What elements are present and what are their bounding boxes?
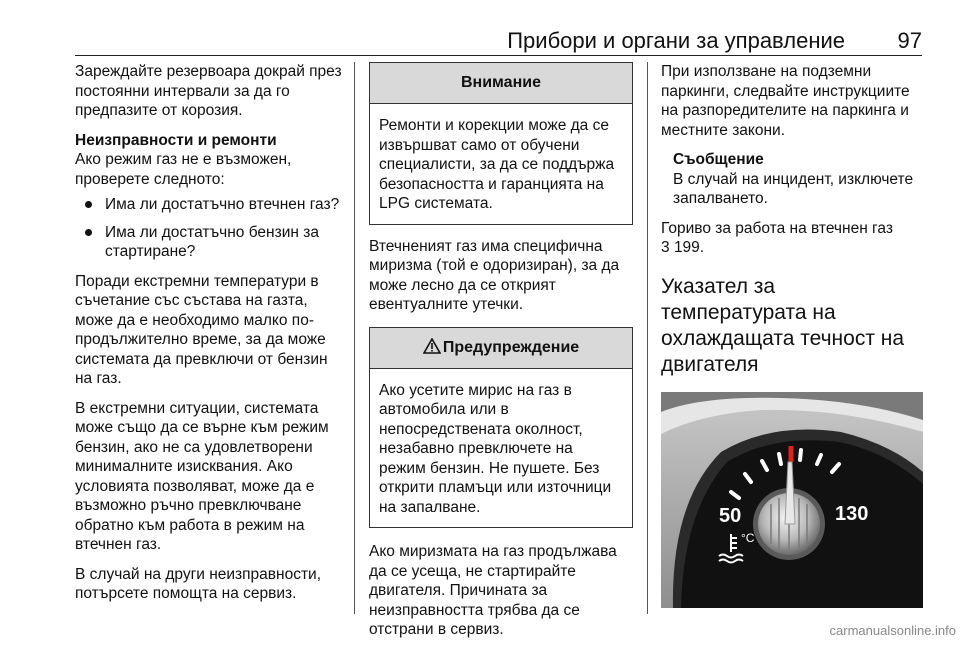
reference-arrow-icon: 3 — [661, 239, 670, 256]
gauge-high-label: 130 — [835, 502, 869, 525]
column-left — [75, 62, 347, 614]
column-divider — [647, 62, 648, 614]
note-text: В случай на инцидент, изключете запалването. — [673, 170, 914, 207]
paragraph: В екстремни ситуации, системата може също да се върне към режим бензин, ако не са удовлетворени минималните изисквания. Ако условията позволяват, може да е възможно ръчно превключване обратно към работа в режим на втечнен газ. — [75, 399, 329, 553]
column-right — [661, 62, 923, 608]
page-number: 97 — [897, 28, 922, 53]
watermark-text: carmanualsonline.info — [829, 623, 956, 638]
column-divider — [354, 62, 355, 614]
reference-page: 199. — [673, 239, 705, 256]
caution-box — [369, 62, 633, 225]
warning-box — [369, 327, 633, 529]
paragraph: В случай на други неизправности, потърсете помощта на сервиз. — [75, 565, 322, 602]
note-title: Съобщение — [673, 151, 764, 168]
warning-header — [370, 328, 632, 369]
warning-triangle-icon — [423, 330, 441, 370]
page-title: Прибори и органи за управление — [507, 28, 845, 53]
warning-title: Предупреждение — [442, 338, 580, 356]
list-item: Има ли достатъчно втечнен газ? — [75, 195, 347, 215]
faults-heading: Неизправности и ремонти — [75, 131, 277, 149]
page-header — [0, 0, 960, 56]
paragraph: Ако миризмата на газ продължава да се усеща, не стартирайте двигателя. Причината за неизправността трябва да се отстрани в сервиз. — [369, 543, 617, 638]
gauge-low-label: 50 — [719, 504, 742, 527]
intro-paragraph: Зареждайте резервоара докрай през постоянни интервали за да го предпазите от корозия. — [75, 63, 342, 119]
reference-text: Гориво за работа на втечнен газ — [661, 219, 893, 237]
column-middle — [369, 62, 633, 650]
check-list — [75, 195, 347, 262]
cross-reference — [661, 219, 923, 258]
paragraph: Поради екстремни температури в съчетание със състава на газта, може да е необходимо малко по-продължително време, за да може системата да превключи от бензин на газ. — [75, 272, 328, 387]
note-box — [661, 150, 923, 209]
warning-text: Ако усетите мирис на газ в автомобила или в непосредствената околност, незабавно превключете на режим бензин. Не пушете. Без открити пламъци или източници на запалване. — [379, 381, 612, 516]
caution-text: Ремонти и корекции може да се извършват само от обучени специалисти, за да се поддържа безопасността и гаранцията на LPG системата. — [379, 117, 615, 212]
paragraph: При използване на подземни паркинги, следвайте инструкциите на разпоредителите на паркинга и местните закони. — [661, 63, 910, 139]
caution-title: Внимание — [370, 63, 632, 104]
gauge-unit-label: °C — [741, 530, 755, 545]
list-item: Има ли достатъчно бензин за стартиране? — [75, 223, 347, 262]
paragraph: Втечненият газ има специфична миризма (той е одоризиран), за да може лесно да се открият евентуалните утечки. — [369, 237, 620, 313]
faults-intro: Ако режим газ не е възможен, проверете следното: — [75, 151, 292, 188]
section-heading: Указател за температурата на охлаждащата течност на двигателя — [661, 274, 905, 376]
coolant-gauge-image — [661, 392, 923, 608]
faults-section — [75, 131, 347, 190]
header-rule — [75, 55, 922, 56]
